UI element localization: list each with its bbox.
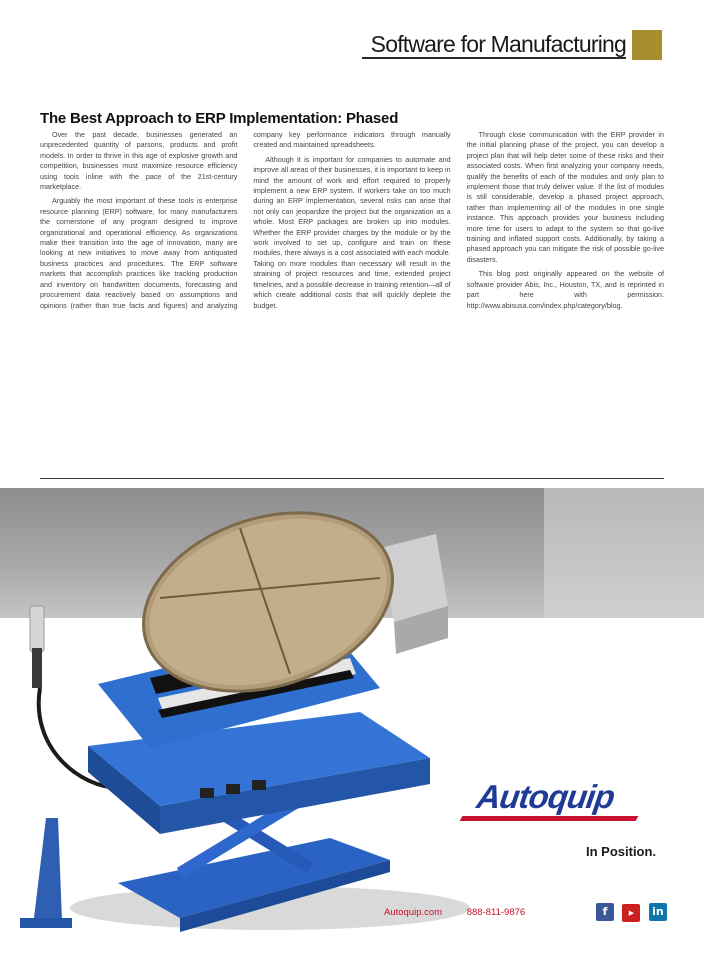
ad-website-link[interactable]: Autoquip.com — [384, 907, 443, 918]
section-header — [362, 30, 662, 60]
ad-contact — [384, 907, 547, 918]
positioner-table-image — [0, 488, 704, 960]
article-body — [40, 130, 664, 475]
advertisement — [0, 488, 704, 960]
ad-phone: 888-811-9876 — [466, 907, 526, 918]
section-title: Software for Manufacturing — [370, 31, 626, 57]
section-accent-square — [632, 30, 662, 60]
brand-name: Autoquip — [474, 778, 617, 815]
article-paragraph: Although it is important for companies to automate and improve all areas of their businesses, it is important to keep in mind the amount of work and effort required to properly implement a new ERP system. If workers take on too much during an ERP implementation, several risks can arise that not only can jeopardize the project but the organization as a whole. Most ERP packages are broken up into modules. Whether the ERP provider charges by the module or by the work involved to set up, configure and train on these modules, there always is a cost associated with each module. Taking on more modules than necessary will result in the straining of project resources and time, extended project timelines, and a possible decrease in training retention—all of which create additional costs that will quickly deplete the budget. — [253, 154, 451, 310]
linkedin-icon[interactable]: in — [649, 903, 667, 921]
social-icons — [596, 902, 671, 920]
youtube-icon[interactable]: ▶ — [622, 904, 640, 922]
facebook-icon[interactable]: f — [596, 903, 614, 921]
section-rule — [362, 57, 626, 59]
autoquip-logo — [455, 776, 645, 832]
article-title: The Best Approach to ERP Implementation: Phased — [40, 110, 399, 127]
article-paragraph: Over the past decade, businesses generated an unprecedented quantity of parsons, products and profit models. In order to thrive in this age of explosive growth and competition, businesses must maximize resource efficiency using tools inline with the pace of the 21st-century marketplace. — [40, 130, 238, 192]
ad-tagline: In Position. — [586, 844, 657, 859]
article-paragraph: Through close communication with the ERP provider in the initial planning phase of the project, you can develop a project plan that will help deter some of these risks and their associated costs. When first analyzing your company needs, qualify the benefits of each of the modules and only plan to implement those that truly deliver value. If the list of modules is still considerable, develop a phased project approach, rather than implementing all of the modules in one single instance. This approach provides your business including more time for users to adapt to the system so that go-live training and inflated support costs. Additionally, by taking a phased approach you can mitigate the risk of possible go-live disasters. — [466, 130, 664, 264]
article-paragraph: This blog post originally appeared on the website of software provider Abis, Inc., Houston, TX, and is reprinted in part here with permission. http://www.abisusa.com/index.php/category/blog. — [466, 269, 664, 310]
brand-swoosh — [460, 816, 639, 821]
article-bottom-rule — [40, 478, 664, 479]
article-paragraph: Arguably the most important of these tools is enterprise resource planning (ERP) software, for many manufacturers the cornerstone of any program designed to improve organizational and operational efficiency. As organizations make their transition into the age of innovation, many are looking at new initiatives to move away from antiquated business practices and procedures. The ERP software markets that accomplish practices like tracking production and inventory on handwritten documents, forecasting and procurement data reactively based on assumptions and opinions (rather than true facts and figures) and analyzing company key performance indicators through manually created and maintained spreadsheets. — [40, 130, 451, 310]
